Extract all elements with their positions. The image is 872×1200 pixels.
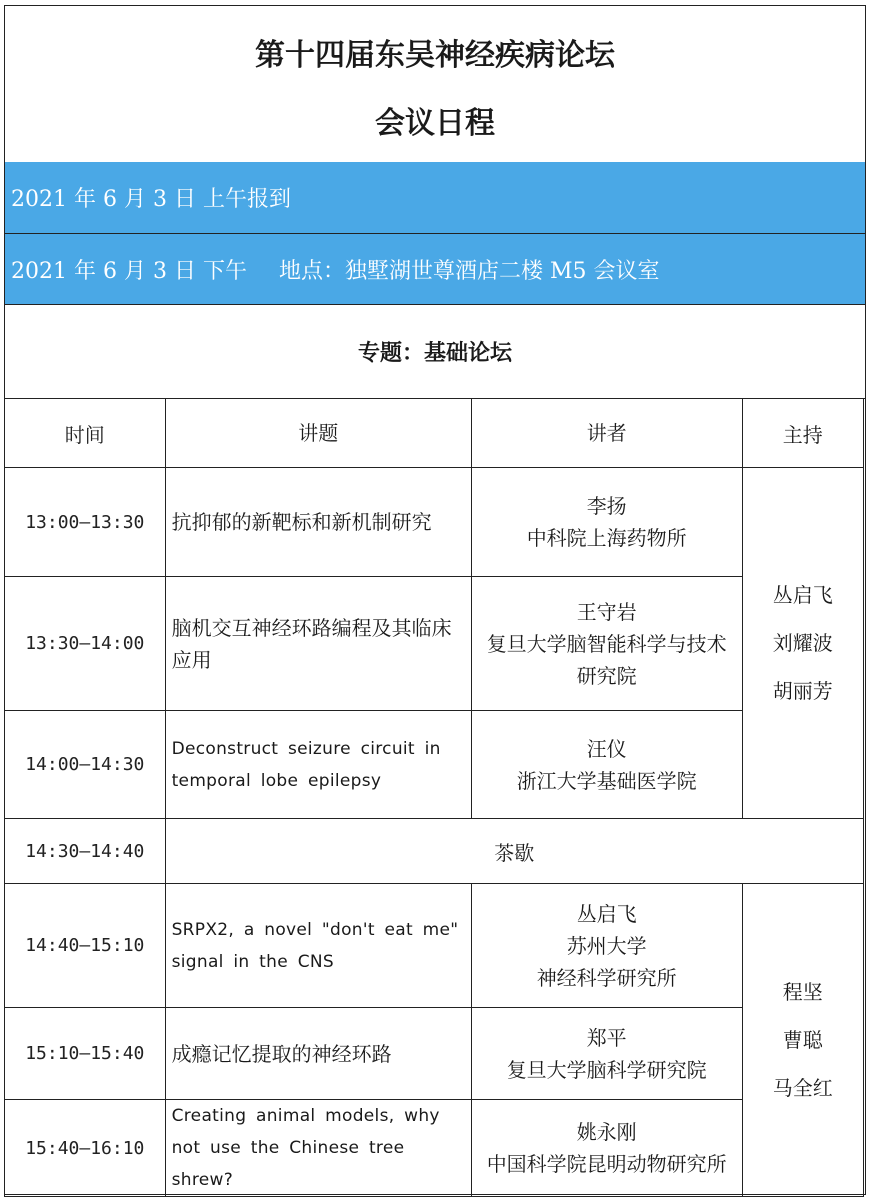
row-time: 14:00–14:30 xyxy=(5,711,166,819)
speaker-affiliation: 苏州大学 xyxy=(566,933,647,958)
afternoon-location-text: 地点：独墅湖世尊酒店二楼 M5 会议室 xyxy=(278,258,660,284)
table-row xyxy=(5,711,864,819)
row-speaker xyxy=(471,1100,742,1197)
table-row xyxy=(5,1100,864,1197)
host-name: 胡丽芳 xyxy=(772,679,833,703)
row-time: 15:40–16:10 xyxy=(5,1100,166,1197)
row-time: 13:30–14:00 xyxy=(5,577,166,711)
row-time: 14:40–15:10 xyxy=(5,884,166,1008)
morning-registration-text: 2021 年 6 月 3 日 上午报到 xyxy=(11,187,291,212)
speaker-affiliation: 中国科学院昆明动物研究所 xyxy=(486,1152,727,1176)
row-topic: 脑机交互神经环路编程及其临床应用 xyxy=(165,577,471,711)
host-name: 曹聪 xyxy=(782,1028,823,1052)
break-row xyxy=(5,819,864,884)
title-block xyxy=(5,6,865,163)
row-time: 15:10–15:40 xyxy=(5,1008,166,1100)
row-speaker xyxy=(471,1008,742,1100)
session1-hosts xyxy=(742,468,863,819)
speaker-affiliation: 中科院上海药物所 xyxy=(526,526,687,550)
speaker-affiliation: 浙江大学基础医学院 xyxy=(516,768,697,793)
row-time: 13:00–13:30 xyxy=(5,468,166,577)
host-name: 丛启飞 xyxy=(772,583,833,607)
schedule-sheet xyxy=(4,5,866,1195)
row-speaker xyxy=(471,884,742,1008)
afternoon-session-band xyxy=(5,234,865,305)
schedule-title: 会议日程 xyxy=(375,106,495,141)
row-topic: SRPX2, a novel "don't eat me" signal in the CNS xyxy=(165,884,471,1008)
header-topic-label: 讲题 xyxy=(298,421,339,445)
header-speaker: 讲者 xyxy=(471,399,742,468)
header-time: 时间 xyxy=(5,399,166,468)
morning-registration-band xyxy=(5,162,865,234)
host-name: 马全红 xyxy=(772,1076,833,1100)
header-host: 主持 xyxy=(742,399,863,468)
row-speaker xyxy=(471,577,742,711)
speaker-name: 丛启飞 xyxy=(576,901,637,926)
theme-heading xyxy=(5,305,865,399)
row-topic: Deconstruct seizure circuit in temporal lobe epilepsy xyxy=(165,711,471,819)
header-topic xyxy=(165,399,471,468)
table-row xyxy=(5,884,864,1008)
row-speaker xyxy=(471,468,742,577)
row-topic: 抗抑郁的新靶标和新机制研究 xyxy=(165,468,471,577)
speaker-affiliation: 复旦大学脑智能科学与技术 xyxy=(486,631,727,656)
speaker-affiliation: 研究院 xyxy=(576,663,637,688)
speaker-affiliation: 复旦大学脑科学研究院 xyxy=(506,1057,707,1082)
speaker-name: 郑平 xyxy=(586,1025,627,1050)
session2-hosts xyxy=(742,884,863,1197)
table-row xyxy=(5,468,864,577)
host-name: 程坚 xyxy=(782,980,823,1004)
speaker-affiliation: 神经科学研究所 xyxy=(536,965,677,990)
speaker-name: 姚永刚 xyxy=(576,1120,637,1144)
table-row xyxy=(5,577,864,711)
row-topic: Creating animal models, why not use the Chinese tree shrew? xyxy=(165,1100,471,1197)
break-time: 14:30–14:40 xyxy=(5,819,166,884)
speaker-name: 汪仪 xyxy=(586,736,627,761)
row-speaker xyxy=(471,711,742,819)
speaker-name: 王守岩 xyxy=(576,599,637,624)
afternoon-date-text: 2021 年 6 月 3 日 下午 xyxy=(11,258,247,284)
table-header-row xyxy=(5,399,864,468)
schedule-table xyxy=(4,398,864,1197)
break-label: 茶歇 xyxy=(165,819,863,884)
theme-text: 专题：基础论坛 xyxy=(357,341,512,366)
host-name: 刘耀波 xyxy=(772,631,833,655)
speaker-name: 李扬 xyxy=(586,494,627,518)
forum-title: 第十四届东吴神经疾病论坛 xyxy=(255,38,615,73)
row-topic: 成瘾记忆提取的神经环路 xyxy=(165,1008,471,1100)
table-row xyxy=(5,1008,864,1100)
